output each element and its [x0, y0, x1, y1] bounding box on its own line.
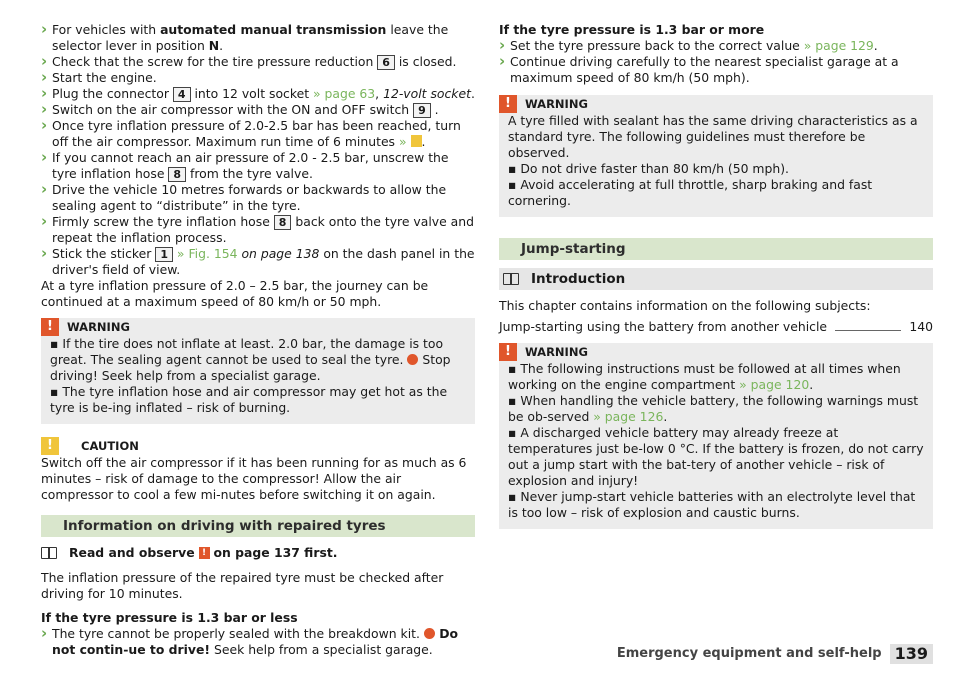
- step-start-engine: › Start the engine.: [41, 70, 475, 86]
- book-icon: [503, 273, 519, 285]
- step-plug-connector: › Plug the connector 4 into 12 volt socket » page 63, 12-volt socket.: [41, 86, 475, 102]
- toc-entry[interactable]: [499, 319, 933, 335]
- step-selector: › For vehicles with automated manual transmission leave the selector lever in position N.: [41, 22, 475, 54]
- warning-item: ▪ Avoid accelerating at full throttle, sharp braking and fast cornering.: [508, 177, 873, 208]
- intro-title: Introduction: [531, 271, 626, 287]
- heading-less: If the tyre pressure is 1.3 bar or less: [41, 610, 298, 625]
- step-more-1: › Set the tyre pressure back to the correct value » page 129.: [499, 38, 933, 54]
- right-column: [499, 22, 933, 529]
- warning-item: ▪ If the tire does not inflate at least. 2.0 bar, the damage is too great. The sealing agent cannot be used to seal the tyre. Stop driving! Seek help from a specialist garage.: [50, 336, 451, 383]
- step-sticker: › Stick the sticker 1 » Fig. 154 on page 138 on the dash panel in the driver's field of view.: [41, 246, 475, 278]
- caution-text: Switch off the air compressor if it has been running for as much as 6 minutes – risk of damage to the compressor! Allow the air compressor to cool a few mi-nutes before switching it on again.: [41, 455, 467, 502]
- warning-icon: !: [41, 318, 59, 336]
- caution-icon: !: [41, 437, 59, 455]
- warning-icon: !: [499, 343, 517, 361]
- warning-item: ▪ The tyre inflation hose and air compressor may get hot as the tyre is be-ing inflated – risk of burning.: [50, 384, 448, 415]
- toc-label: Jump-starting using the battery from another vehicle: [499, 319, 828, 334]
- warning-box: ! WARNING A tyre filled with sealant has the same driving characteristics as a standard tyre. The following guidelines must therefore be observed. ▪ Do not drive faster than 80 km/h (50 mph). ▪ Avoid accelerating at full throttle, sharp braking and fast cornering.: [499, 95, 933, 217]
- warning-item: ▪ Never jump-start vehicle batteries with an electrolyte level that is too low – risk of explosion and caustic burns.: [508, 489, 916, 520]
- step-less: › The tyre cannot be properly sealed with the breakdown kit. Do not contin-ue to drive! Seek help from a specialist garage.: [41, 626, 475, 658]
- intro-bar: [499, 268, 933, 290]
- step-more-2: › Continue driving carefully to the nearest specialist garage at a maximum speed of 80 km/h (50 mph).: [499, 54, 933, 86]
- caution-heading: ! CAUTION: [41, 437, 475, 455]
- warning-item: ▪ A discharged vehicle battery may already freeze at temperatures just be-low 0 °C. If the battery is frozen, do not carry out a jump start with the bat-tery of another vehicle – risk of explosion and injury!: [508, 425, 924, 488]
- page-link[interactable]: » page 126: [593, 409, 664, 424]
- section-title: Information on driving with repaired tyres: [41, 515, 475, 537]
- warning-item: ▪ The following instructions must be followed at all times when working on the engine compartment » page 120.: [508, 361, 901, 392]
- callout-9: 9: [413, 103, 431, 118]
- check-paragraph: The inflation pressure of the repaired tyre must be checked after driving for 10 minutes.: [41, 570, 444, 601]
- figure-link[interactable]: » Fig. 154: [172, 246, 238, 261]
- page-number: 139: [890, 644, 933, 664]
- step-turn-off: › Once tyre inflation pressure of 2.0-2.5 bar has been reached, turn off the air compressor. Maximum run time of 6 minutes » .: [41, 118, 475, 150]
- intro-text: This chapter contains information on the following subjects:: [499, 298, 871, 313]
- callout-1: 1: [155, 247, 173, 262]
- warning-box: ! WARNING ▪ The following instructions must be followed at all times when working on the engine compartment » page 120. ▪ When handling the vehicle battery, the following warnings must be ob-served » page 126. ▪ A discharged vehicle battery may already freeze at temperatures just be-low 0 °C. If the battery is frozen, do not carry out a jump start with the bat-tery of another vehicle – risk of explosion and injury! ▪ Never jump-start vehicle batteries with an electrolyte level that is too low – risk of explosion and caustic burns.: [499, 343, 933, 529]
- caution-link[interactable]: »: [398, 134, 407, 149]
- step-unscrew-hose: › If you cannot reach an air pressure of 2.0 - 2.5 bar, unscrew the tyre inflation hose 8 from the tyre valve.: [41, 150, 475, 182]
- warning-box: [41, 318, 475, 424]
- warning-item: ▪ When handling the vehicle battery, the following warnings must be ob-served » page 126.: [508, 393, 919, 424]
- left-column: [41, 22, 475, 658]
- page-link[interactable]: » page 63: [313, 86, 376, 101]
- stop-icon: [424, 628, 435, 639]
- caution-icon: [411, 135, 422, 147]
- warning-icon: !: [199, 547, 210, 559]
- warning-text: A tyre filled with sealant has the same driving characteristics as a standard tyre. The following guidelines must therefore be observed.: [508, 113, 918, 160]
- callout-8: 8: [274, 215, 292, 230]
- book-icon: [41, 547, 57, 559]
- warning-icon: !: [499, 95, 517, 113]
- step-screw-hose: › Firmly screw the tyre inflation hose 8 back onto the tyre valve and repeat the inflation process.: [41, 214, 475, 246]
- read-observe: Read and observe ! on page 137 first.: [41, 545, 475, 561]
- page-link[interactable]: » page 120: [739, 377, 810, 392]
- callout-4: 4: [173, 87, 191, 102]
- heading-more: If the tyre pressure is 1.3 bar or more: [499, 22, 765, 37]
- footer-section: Emergency equipment and self-help: [616, 646, 882, 661]
- page-link[interactable]: » page 129: [803, 38, 874, 53]
- pressure-paragraph: At a tyre inflation pressure of 2.0 – 2.5 bar, the journey can be continued at a maximum speed of 80 km/h or 50 mph.: [41, 278, 429, 309]
- section-title: Jump-starting: [499, 238, 933, 260]
- step-switch-on: › Switch on the air compressor with the ON and OFF switch 9 .: [41, 102, 475, 118]
- warning-label: WARNING: [67, 320, 130, 334]
- toc-page: 140: [909, 319, 933, 334]
- stop-icon: [407, 354, 418, 365]
- step-drive-vehicle: › Drive the vehicle 10 metres forwards or backwards to allow the sealing agent to “distribute” in the tyre.: [41, 182, 475, 214]
- warning-item: ▪ Do not drive faster than 80 km/h (50 mph).: [508, 161, 789, 176]
- page-footer: [617, 644, 933, 664]
- callout-8: 8: [168, 167, 186, 182]
- callout-6: 6: [377, 55, 395, 70]
- step-check-screw: › Check that the screw for the tire pressure reduction 6 is closed.: [41, 54, 475, 70]
